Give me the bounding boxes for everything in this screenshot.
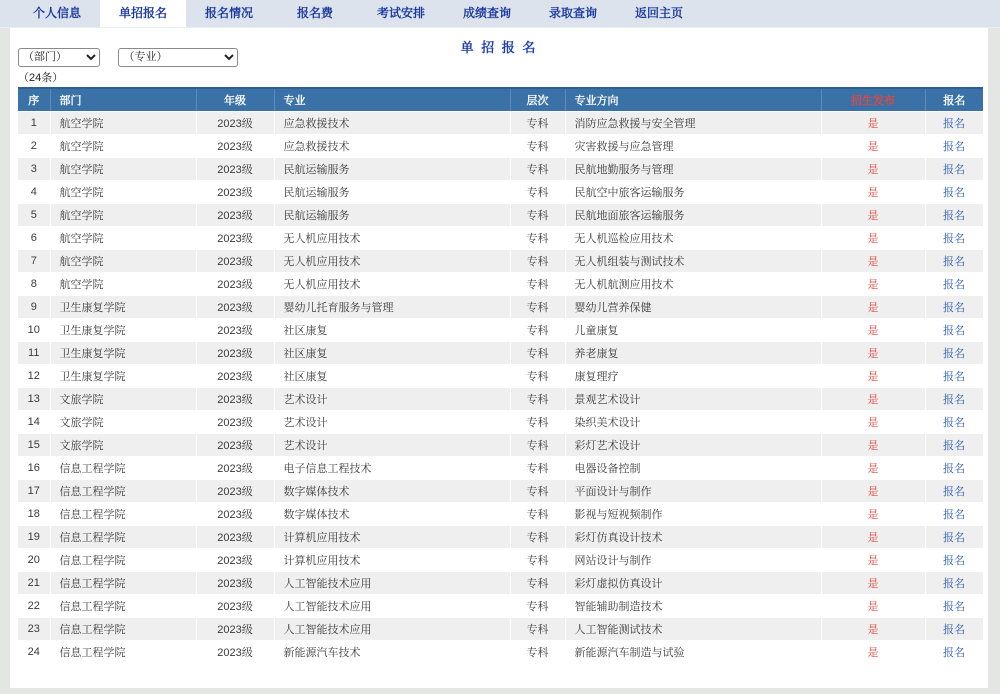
apply-link[interactable]: 报名 [943,462,965,475]
cell-major: 社区康复 [274,341,510,364]
cell-level: 专科 [510,180,565,203]
cell-action [925,571,983,594]
tab-enroll-fee[interactable]: 报名费 [296,6,333,20]
cell-major: 人工智能技术应用 [274,617,510,640]
cell-seq: 3 [18,157,50,180]
table-row [18,364,983,387]
cell-seq: 15 [18,433,50,456]
table-header-row [18,88,983,111]
apply-link[interactable]: 报名 [943,646,965,659]
cell-dept: 航空学院 [50,111,196,134]
table-row [18,180,983,203]
cell-level: 专科 [510,410,565,433]
cell-direction: 彩灯艺术设计 [565,433,821,456]
cell-action [925,180,983,203]
col-header-direction: 专业方向 [565,88,821,111]
apply-link[interactable]: 报名 [943,554,965,567]
table-row [18,295,983,318]
table-row [18,111,983,134]
cell-level: 专科 [510,617,565,640]
cell-dept: 信息工程学院 [50,502,196,525]
apply-link[interactable]: 报名 [943,485,965,498]
cell-major: 应急救援技术 [274,134,510,157]
page-title: 单 招 报 名 [460,40,538,55]
cell-action [925,410,983,433]
apply-link[interactable]: 报名 [943,508,965,521]
cell-seq: 5 [18,203,50,226]
cell-published: 是 [821,548,925,571]
cell-grade: 2023级 [196,617,274,640]
cell-published: 是 [821,364,925,387]
cell-published: 是 [821,111,925,134]
cell-dept: 文旅学院 [50,433,196,456]
cell-action [925,157,983,180]
cell-action [925,203,983,226]
apply-link[interactable]: 报名 [943,347,965,360]
cell-level: 专科 [510,341,565,364]
cell-action [925,594,983,617]
cell-dept: 卫生康复学院 [50,318,196,341]
tab-return-home[interactable]: 返回主页 [634,6,683,20]
cell-seq: 9 [18,295,50,318]
table-row [18,157,983,180]
cell-grade: 2023级 [196,134,274,157]
cell-published: 是 [821,341,925,364]
cell-major: 人工智能技术应用 [274,571,510,594]
col-header-level: 层次 [510,88,565,111]
table-row [18,548,983,571]
cell-published: 是 [821,387,925,410]
cell-dept: 航空学院 [50,249,196,272]
cell-direction: 康复理疗 [565,364,821,387]
cell-seq: 21 [18,571,50,594]
cell-grade: 2023级 [196,502,274,525]
cell-dept: 信息工程学院 [50,594,196,617]
major-filter-select[interactable] [118,48,238,67]
cell-published: 是 [821,157,925,180]
cell-seq: 19 [18,525,50,548]
cell-grade: 2023级 [196,295,274,318]
cell-level: 专科 [510,249,565,272]
cell-seq: 17 [18,479,50,502]
col-header-action: 报名 [925,88,983,111]
cell-action [925,640,983,663]
cell-seq: 11 [18,341,50,364]
cell-grade: 2023级 [196,640,274,663]
cell-action [925,548,983,571]
cell-grade: 2023级 [196,410,274,433]
cell-published: 是 [821,594,925,617]
table-row [18,249,983,272]
cell-seq: 18 [18,502,50,525]
cell-dept: 文旅学院 [50,387,196,410]
cell-seq: 23 [18,617,50,640]
cell-dept: 信息工程学院 [50,617,196,640]
apply-link[interactable]: 报名 [943,439,965,452]
apply-link[interactable]: 报名 [943,531,965,544]
cell-seq: 1 [18,111,50,134]
apply-link[interactable]: 报名 [943,393,965,406]
apply-link[interactable]: 报名 [943,577,965,590]
apply-link[interactable]: 报名 [943,623,965,636]
cell-published: 是 [821,180,925,203]
cell-seq: 4 [18,180,50,203]
cell-level: 专科 [510,226,565,249]
cell-action [925,134,983,157]
table-row [18,456,983,479]
cell-level: 专科 [510,387,565,410]
cell-action [925,479,983,502]
cell-dept: 航空学院 [50,226,196,249]
cell-dept: 信息工程学院 [50,456,196,479]
table-row [18,272,983,295]
cell-published: 是 [821,272,925,295]
cell-seq: 16 [18,456,50,479]
apply-link[interactable]: 报名 [943,140,965,153]
cell-action [925,433,983,456]
cell-grade: 2023级 [196,318,274,341]
cell-major: 人工智能技术应用 [274,594,510,617]
cell-dept: 卫生康复学院 [50,364,196,387]
cell-grade: 2023级 [196,433,274,456]
cell-seq: 2 [18,134,50,157]
cell-published: 是 [821,433,925,456]
cell-grade: 2023级 [196,203,274,226]
cell-major: 无人机应用技术 [274,226,510,249]
cell-major: 婴幼儿托育服务与管理 [274,295,510,318]
apply-link[interactable]: 报名 [943,324,965,337]
table-row [18,387,983,410]
cell-dept: 卫生康复学院 [50,341,196,364]
cell-major: 数字媒体技术 [274,479,510,502]
cell-level: 专科 [510,548,565,571]
cell-published: 是 [821,479,925,502]
cell-action [925,525,983,548]
cell-major: 无人机应用技术 [274,272,510,295]
cell-published: 是 [821,318,925,341]
table-row [18,640,983,663]
cell-direction: 彩灯虚拟仿真设计 [565,571,821,594]
cell-seq: 13 [18,387,50,410]
cell-published: 是 [821,134,925,157]
cell-level: 专科 [510,456,565,479]
cell-published: 是 [821,249,925,272]
cell-direction: 影视与短视频制作 [565,502,821,525]
cell-direction: 养老康复 [565,341,821,364]
cell-dept: 信息工程学院 [50,548,196,571]
cell-level: 专科 [510,640,565,663]
cell-published: 是 [821,525,925,548]
tab-single-enroll[interactable]: 单招报名 [100,0,186,27]
cell-grade: 2023级 [196,157,274,180]
table-row [18,318,983,341]
cell-grade: 2023级 [196,387,274,410]
cell-published: 是 [821,617,925,640]
col-header-seq: 序 [18,88,50,111]
cell-seq: 14 [18,410,50,433]
cell-level: 专科 [510,594,565,617]
table-row [18,203,983,226]
table-row [18,433,983,456]
cell-action [925,295,983,318]
cell-major: 社区康复 [274,364,510,387]
cell-major: 艺术设计 [274,433,510,456]
tab-admission-query[interactable]: 录取查询 [548,6,597,20]
enrollment-table-wrap [18,87,984,664]
table-row [18,502,983,525]
cell-major: 无人机应用技术 [274,249,510,272]
main-content [10,28,988,688]
apply-link[interactable]: 报名 [943,416,965,429]
cell-major: 计算机应用技术 [274,525,510,548]
cell-direction: 彩灯仿真设计技术 [565,525,821,548]
table-row [18,479,983,502]
table-row [18,410,983,433]
cell-direction: 灾害救援与应急管理 [565,134,821,157]
cell-direction: 儿童康复 [565,318,821,341]
cell-seq: 10 [18,318,50,341]
cell-major: 新能源汽车技术 [274,640,510,663]
cell-major: 数字媒体技术 [274,502,510,525]
tab-enroll-status[interactable]: 报名情况 [204,6,253,20]
col-header-dept: 部门 [50,88,196,111]
cell-dept: 航空学院 [50,272,196,295]
cell-direction: 景观艺术设计 [565,387,821,410]
cell-level: 专科 [510,203,565,226]
cell-level: 专科 [510,433,565,456]
col-header-major: 专业 [274,88,510,111]
cell-action [925,456,983,479]
cell-direction: 人工智能测试技术 [565,617,821,640]
cell-direction: 新能源汽车制造与试验 [565,640,821,663]
cell-dept: 信息工程学院 [50,525,196,548]
cell-level: 专科 [510,479,565,502]
cell-grade: 2023级 [196,180,274,203]
apply-link[interactable]: 报名 [943,278,965,291]
enrollment-table [18,87,984,664]
cell-grade: 2023级 [196,272,274,295]
cell-level: 专科 [510,502,565,525]
cell-published: 是 [821,456,925,479]
cell-grade: 2023级 [196,456,274,479]
cell-grade: 2023级 [196,364,274,387]
cell-level: 专科 [510,318,565,341]
cell-grade: 2023级 [196,548,274,571]
cell-grade: 2023级 [196,525,274,548]
cell-level: 专科 [510,134,565,157]
tab-personal-info[interactable]: 个人信息 [32,6,81,20]
cell-seq: 20 [18,548,50,571]
cell-major: 艺术设计 [274,387,510,410]
tab-exam-schedule[interactable]: 考试安排 [376,6,425,20]
cell-major: 民航运输服务 [274,203,510,226]
table-row [18,134,983,157]
cell-dept: 文旅学院 [50,410,196,433]
apply-link[interactable]: 报名 [943,163,965,176]
cell-level: 专科 [510,157,565,180]
cell-grade: 2023级 [196,249,274,272]
cell-major: 民航运输服务 [274,180,510,203]
cell-seq: 7 [18,249,50,272]
cell-direction: 无人机航测应用技术 [565,272,821,295]
apply-link[interactable]: 报名 [943,209,965,222]
cell-dept: 信息工程学院 [50,640,196,663]
cell-level: 专科 [510,525,565,548]
cell-dept: 信息工程学院 [50,479,196,502]
apply-link[interactable]: 报名 [943,301,965,314]
cell-direction: 平面设计与制作 [565,479,821,502]
cell-published: 是 [821,502,925,525]
record-count: （24条） [18,72,64,84]
cell-action [925,617,983,640]
cell-major: 应急救援技术 [274,111,510,134]
cell-action [925,249,983,272]
cell-published: 是 [821,226,925,249]
cell-direction: 染织美术设计 [565,410,821,433]
cell-grade: 2023级 [196,571,274,594]
cell-seq: 8 [18,272,50,295]
apply-link[interactable]: 报名 [943,186,965,199]
cell-level: 专科 [510,571,565,594]
cell-major: 电子信息工程技术 [274,456,510,479]
top-tab-bar [0,0,1000,28]
cell-grade: 2023级 [196,479,274,502]
cell-published: 是 [821,571,925,594]
cell-major: 计算机应用技术 [274,548,510,571]
cell-direction: 智能辅助制造技术 [565,594,821,617]
cell-action [925,111,983,134]
cell-seq: 12 [18,364,50,387]
cell-dept: 航空学院 [50,203,196,226]
col-header-grade: 年级 [196,88,274,111]
cell-action [925,387,983,410]
col-header-published: 招生发布 [821,88,925,111]
table-body [18,111,983,663]
cell-direction: 民航地面旅客运输服务 [565,203,821,226]
cell-direction: 网站设计与制作 [565,548,821,571]
cell-action [925,318,983,341]
apply-link[interactable]: 报名 [943,117,965,130]
cell-major: 民航运输服务 [274,157,510,180]
cell-direction: 婴幼儿营养保健 [565,295,821,318]
apply-link[interactable]: 报名 [943,255,965,268]
cell-seq: 24 [18,640,50,663]
cell-dept: 信息工程学院 [50,571,196,594]
cell-major: 社区康复 [274,318,510,341]
apply-link[interactable]: 报名 [943,600,965,613]
cell-direction: 消防应急救援与安全管理 [565,111,821,134]
cell-direction: 无人机巡检应用技术 [565,226,821,249]
cell-published: 是 [821,640,925,663]
cell-direction: 电器设备控制 [565,456,821,479]
cell-grade: 2023级 [196,111,274,134]
tab-score-query[interactable]: 成绩查询 [462,6,511,20]
cell-major: 艺术设计 [274,410,510,433]
department-filter-select[interactable] [18,48,100,67]
cell-level: 专科 [510,295,565,318]
cell-dept: 航空学院 [50,157,196,180]
cell-published: 是 [821,410,925,433]
cell-action [925,502,983,525]
apply-link[interactable]: 报名 [943,232,965,245]
cell-dept: 航空学院 [50,134,196,157]
cell-seq: 6 [18,226,50,249]
cell-level: 专科 [510,111,565,134]
filter-bar [18,47,252,67]
cell-level: 专科 [510,272,565,295]
cell-grade: 2023级 [196,594,274,617]
cell-action [925,226,983,249]
table-row [18,341,983,364]
cell-direction: 民航地勤服务与管理 [565,157,821,180]
cell-direction: 无人机组装与测试技术 [565,249,821,272]
table-row [18,525,983,548]
cell-action [925,272,983,295]
cell-dept: 航空学院 [50,180,196,203]
table-row [18,226,983,249]
table-row [18,571,983,594]
apply-link[interactable]: 报名 [943,370,965,383]
cell-action [925,364,983,387]
cell-dept: 卫生康复学院 [50,295,196,318]
cell-grade: 2023级 [196,226,274,249]
cell-published: 是 [821,295,925,318]
cell-grade: 2023级 [196,341,274,364]
table-row [18,617,983,640]
cell-action [925,341,983,364]
table-row [18,594,983,617]
cell-level: 专科 [510,364,565,387]
cell-published: 是 [821,203,925,226]
cell-seq: 22 [18,594,50,617]
cell-direction: 民航空中旅客运输服务 [565,180,821,203]
